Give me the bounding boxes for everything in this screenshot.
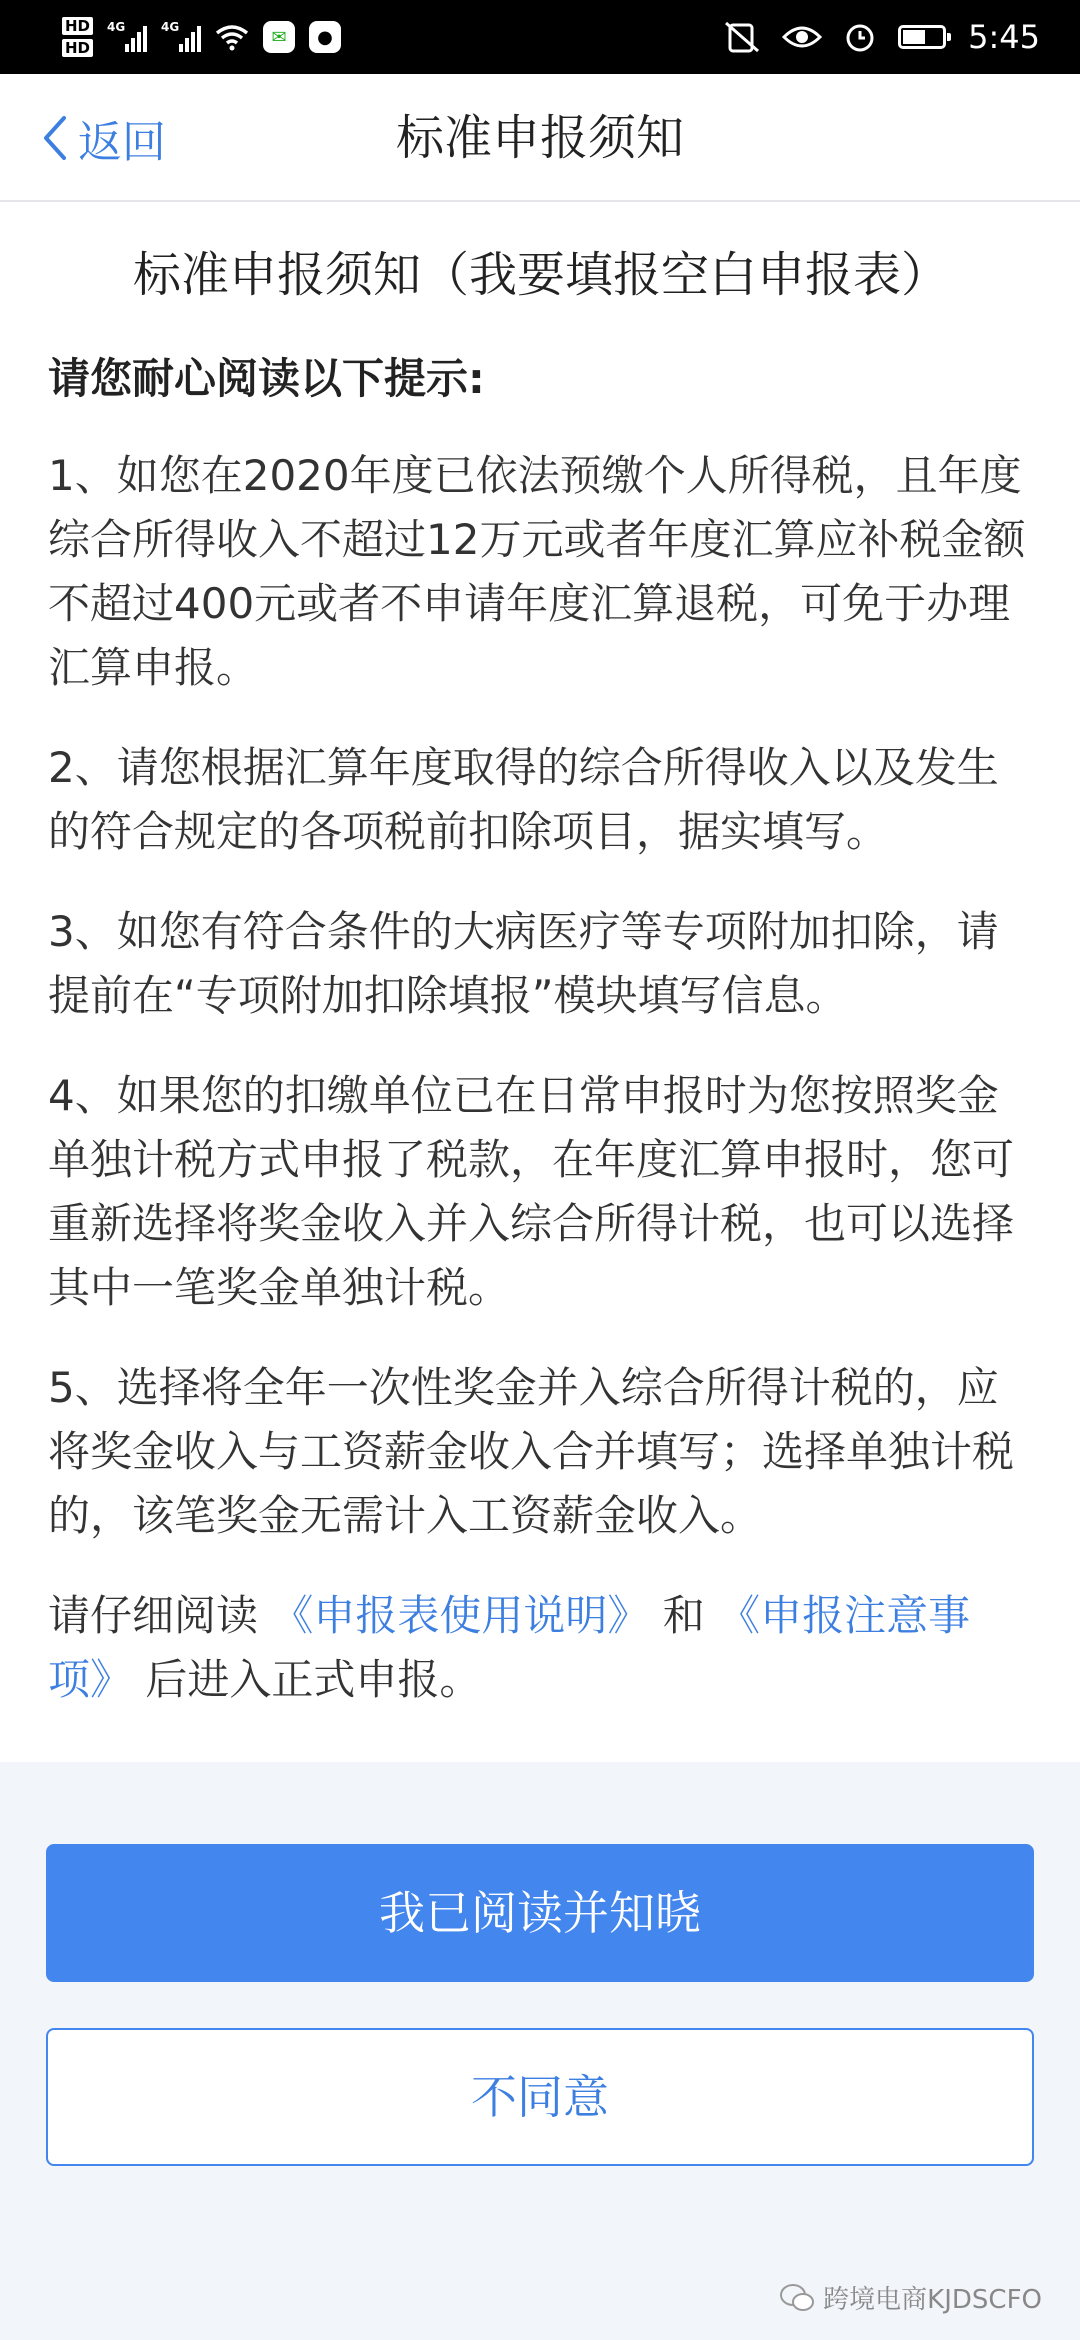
chevron-left-icon — [40, 112, 70, 164]
status-bar — [0, 0, 1080, 74]
notice-content — [0, 202, 1080, 1762]
status-left — [62, 15, 341, 59]
action-footer — [0, 1762, 1080, 2340]
network-type-2: 4G — [161, 20, 180, 34]
wechat-icon — [779, 2283, 815, 2313]
notice-intro: 请您耐心阅读以下提示: — [48, 354, 485, 403]
watermark — [779, 2279, 1042, 2316]
nav-bar — [0, 74, 1080, 202]
back-label: 返回 — [78, 117, 166, 168]
signal-icon — [107, 22, 147, 52]
instruction-text-2: 和 — [662, 1591, 705, 1640]
notice-title: 标准申报须知（我要填报空白申报表） — [132, 247, 949, 303]
message-app-icon: ✉ — [263, 21, 295, 53]
hd-badge-2: HD — [62, 39, 93, 57]
hd-indicator — [62, 15, 93, 59]
signal-icon — [161, 22, 201, 52]
clock: 5:45 — [968, 18, 1040, 56]
qq-app-icon: ● — [309, 21, 341, 53]
instruction-text-1: 请仔细阅读 — [48, 1591, 259, 1640]
notice-item-3: 3、如您有符合条件的大病医疗等专项附加扣除，请提前在“专项附加扣除填报”模块填写信息。 — [48, 907, 999, 1020]
network-type-1: 4G — [107, 20, 126, 34]
precautions-link[interactable]: 《申报注意事项》 — [48, 1591, 971, 1704]
notice-item-2: 2、请您根据汇算年度取得的综合所得收入以及发生的符合规定的各项税前扣除项目，据实填写。 — [48, 743, 999, 856]
usage-guide-link[interactable]: 《申报表使用说明》 — [271, 1591, 650, 1640]
notice-item-5: 5、选择将全年一次性奖金并入综合所得计税的，应将奖金收入与工资薪金收入合并填写；选择单独计税的，该笔奖金无需计入工资薪金收入。 — [48, 1363, 1015, 1540]
watermark-text: 跨境电商KJDSCFO — [823, 2285, 1042, 2315]
eye-icon — [782, 23, 822, 51]
notice-item-4: 4、如果您的扣缴单位已在日常申报时为您按照奖金单独计税方式申报了税款，在年度汇算申报时，您可重新选择将奖金收入并入综合所得计税，也可以选择其中一笔奖金单独计税。 — [48, 1071, 1015, 1312]
notice-item-1: 1、如您在2020年度已依法预缴个人所得税，且年度综合所得收入不超过12万元或者年度汇算应补税金额不超过400元或者不申请年度汇算退税，可免于办理汇算申报。 — [48, 451, 1026, 692]
battery-icon — [898, 25, 946, 49]
page-title: 标准申报须知 — [395, 110, 684, 166]
agree-button[interactable]: 我已阅读并知晓 — [46, 1844, 1034, 1982]
alarm-icon — [844, 21, 876, 53]
wifi-icon — [215, 23, 249, 51]
instruction-text-3: 后进入正式申报。 — [145, 1655, 482, 1704]
back-button[interactable] — [40, 102, 166, 174]
no-sim-icon — [724, 21, 760, 53]
hd-badge-1: HD — [62, 17, 93, 35]
status-right — [724, 18, 1040, 56]
disagree-button[interactable]: 不同意 — [46, 2028, 1034, 2166]
reading-instruction — [48, 1584, 1034, 1712]
